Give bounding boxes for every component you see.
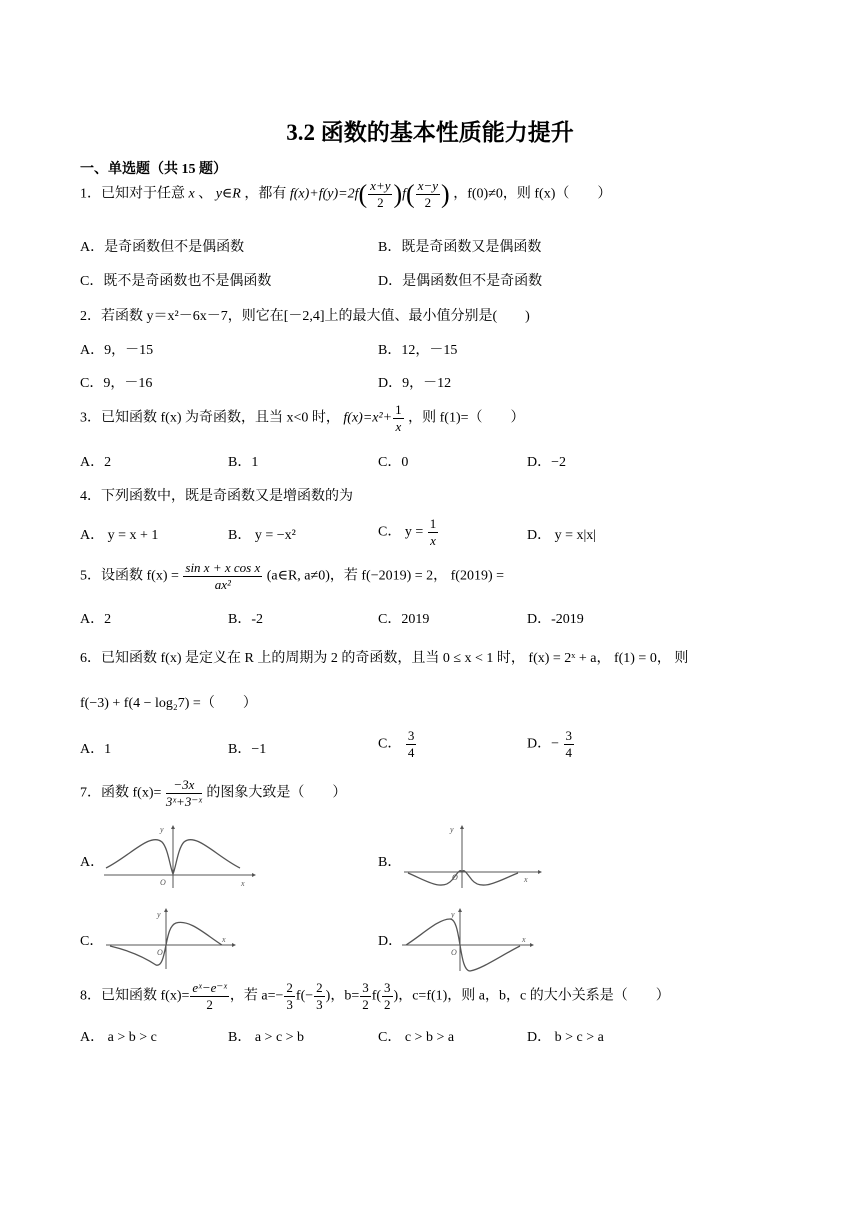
q1-domain: y∈R xyxy=(215,186,241,202)
q7-a-origin-label: O xyxy=(160,878,166,887)
q5-option-a[interactable]: A．2 xyxy=(80,612,112,627)
q7-b-origin-label: O xyxy=(452,873,458,882)
q4-c-numerator: 1 xyxy=(429,516,437,531)
q8-lead: 8．已知函数 f(x)= xyxy=(80,988,190,1004)
q1-option-b[interactable]: B．既是奇函数又是偶函数 xyxy=(378,240,542,255)
q6-c-fraction xyxy=(406,728,417,761)
q6-option-b[interactable]: B．−1 xyxy=(228,742,267,757)
q1-text: ，都有 xyxy=(244,186,287,202)
q1-frac1-numerator: x+y xyxy=(370,178,391,193)
q6-d-lead: D．− xyxy=(527,736,560,752)
q7-graph-d[interactable] xyxy=(398,905,538,973)
q3-option-d[interactable]: D．−2 xyxy=(527,455,567,470)
q7-frac-denominator: 3ˣ+3⁻ˣ xyxy=(165,794,202,809)
q1-option-c[interactable]: C．既不是奇函数也不是偶函数 xyxy=(80,274,272,289)
q5-lead: 5．设函数 f(x) = xyxy=(80,568,179,584)
q8-a-numerator: 2 xyxy=(286,980,293,995)
q6-d-fraction xyxy=(564,728,575,761)
q7-graph-b[interactable] xyxy=(400,822,545,890)
q6-c-lead: C． xyxy=(378,736,402,752)
q8-a2-denominator: 3 xyxy=(316,997,323,1012)
q8-option-d[interactable]: D． b > c > a xyxy=(527,1030,604,1045)
q7-c-y-label: y xyxy=(157,910,161,919)
q3-expr: f(x)=x²+ xyxy=(343,410,393,426)
q6-d-numerator: 3 xyxy=(565,728,573,743)
q8-b-denominator: 2 xyxy=(362,997,369,1012)
q3-frac-denominator: x xyxy=(395,419,402,434)
question-4-stem: 4．下列函数中，既是奇函数又是增函数的为 xyxy=(80,489,353,504)
q8-fraction-b2 xyxy=(382,980,393,1013)
q6-d-denominator: 4 xyxy=(565,745,573,760)
q1-lead: 1．已知对于任意 xyxy=(80,186,185,202)
q8-b2-denominator: 2 xyxy=(384,997,391,1012)
question-6-line-1: 6．已知函数 f(x) 是定义在 R 上的周期为 2 的奇函数，且当 0 ≤ x < 1 时， f(x) = 2ˣ + a， f(1) = 0， 则 xyxy=(80,651,689,666)
q8-b-numerator: 3 xyxy=(362,980,369,995)
q8-tail: )，c=f(1)，则 a，b，c 的大小关系是（ ） xyxy=(393,988,670,1004)
q3-option-b[interactable]: B．1 xyxy=(228,455,259,470)
q3-tail: ，则 f(1)=（ ） xyxy=(408,410,525,426)
q1-expr: f(x)+f(y)=2f xyxy=(289,186,359,202)
q8-fraction-f xyxy=(190,980,229,1013)
q4-option-c[interactable] xyxy=(378,516,439,549)
q1-option-d[interactable]: D．是偶函数但不是奇函数 xyxy=(378,274,543,289)
q8-a-func: f(− xyxy=(295,988,314,1004)
q8-option-b[interactable]: B． a > c > b xyxy=(228,1030,305,1045)
q7-d-origin-label: O xyxy=(451,948,457,957)
q8-a-denominator: 3 xyxy=(286,997,293,1012)
q8-option-c[interactable]: C． c > b > a xyxy=(378,1030,455,1045)
q7-c-origin-label: O xyxy=(157,948,163,957)
q3-fraction xyxy=(393,402,404,435)
q7-graph-a[interactable] xyxy=(100,822,260,890)
q2-option-d[interactable]: D．9，－12 xyxy=(378,376,452,391)
q7-fraction xyxy=(166,777,202,810)
q4-option-d[interactable]: D． y = x|x| xyxy=(527,528,597,543)
q8-fraction-a xyxy=(284,980,295,1013)
question-6-line-2: f(−3) + f(4 − log₂7) =（ ） xyxy=(80,696,257,711)
q6-c-numerator: 3 xyxy=(407,728,415,743)
q3-option-a[interactable]: A．2 xyxy=(80,455,112,470)
q8-b-lead: )，b= xyxy=(325,988,360,1004)
q6-c-denominator: 4 xyxy=(407,745,415,760)
q8-option-a[interactable]: A． a > b > c xyxy=(80,1030,157,1045)
q4-c-fraction xyxy=(428,516,439,549)
q5-frac-denominator: ax² xyxy=(214,577,231,592)
q7-d-y-label: y xyxy=(451,910,455,919)
q3-frac-numerator: 1 xyxy=(395,402,402,417)
q8-a2-numerator: 2 xyxy=(316,980,323,995)
q8-f-numerator: eˣ−e⁻ˣ xyxy=(192,980,227,995)
question-8-stem xyxy=(80,980,670,1013)
q1-sep: 、 xyxy=(198,186,213,202)
q8-b-func: f( xyxy=(371,988,382,1004)
q1-var-x: x xyxy=(188,186,195,202)
question-1-stem: 1．已知对于任意 x 、 y∈R ，都有 f(x)+f(y)=2f( $\frac{x+y}{2}$ )f( $\frac{x-y}{2}$ ) ，f(0)≠0，则 f(x)（ ） xyxy=(80,178,612,210)
q2-option-a[interactable]: A．9，－15 xyxy=(80,343,154,358)
q7-graph-c[interactable] xyxy=(102,905,240,971)
q2-option-b[interactable]: B．12，－15 xyxy=(378,343,458,358)
q1-frac1-denominator: 2 xyxy=(377,195,384,210)
q8-a-lead: ，若 a=− xyxy=(229,988,284,1004)
q5-fraction xyxy=(183,560,262,593)
q8-fraction-a2 xyxy=(314,980,325,1013)
q5-option-d[interactable]: D．-2019 xyxy=(527,612,584,627)
q1-fraction-2 xyxy=(416,178,440,211)
question-5-stem xyxy=(80,560,504,593)
q7-option-c[interactable]: C． xyxy=(80,934,104,949)
q7-c-x-label: x xyxy=(222,935,226,944)
q7-option-d[interactable]: D． xyxy=(378,934,403,949)
q1-fraction-1 xyxy=(368,178,392,211)
q1-frac2-numerator: x−y xyxy=(417,178,439,193)
q6-option-c[interactable] xyxy=(378,728,417,761)
page-title: 3.2 函数的基本性质能力提升 xyxy=(286,120,574,145)
q1-option-a[interactable]: A．是奇函数但不是偶函数 xyxy=(80,240,245,255)
q7-option-a[interactable]: A． xyxy=(80,855,105,870)
q7-d-x-label: x xyxy=(522,935,526,944)
q1-condition: ，f(0)≠0，则 f(x)（ ） xyxy=(453,186,612,202)
q8-fraction-b xyxy=(360,980,371,1013)
q4-option-b[interactable]: B． y = −x² xyxy=(228,528,296,543)
q1-f2: f xyxy=(402,186,407,202)
q6-option-a[interactable]: A．1 xyxy=(80,742,112,757)
q4-c-denominator: x xyxy=(430,533,436,548)
q7-b-x-label: x xyxy=(524,875,528,884)
question-3-stem xyxy=(80,402,525,435)
q8-b2-numerator: 3 xyxy=(384,980,391,995)
q7-b-y-label: y xyxy=(450,825,454,834)
q5-option-b[interactable]: B．-2 xyxy=(228,612,263,627)
q2-option-c[interactable]: C．9，－16 xyxy=(80,376,153,391)
q7-lead: 7．函数 f(x)= xyxy=(80,785,162,801)
question-7-stem xyxy=(80,777,346,810)
q7-tail: 的图象大致是（ ） xyxy=(206,785,347,801)
q4-option-a[interactable]: A． y = x + 1 xyxy=(80,528,159,543)
q5-frac-numerator: sin x + x cos x xyxy=(185,560,261,575)
q4-c-lead: C． y = xyxy=(378,524,424,540)
q7-frac-numerator: −3x xyxy=(166,777,202,794)
q7-option-b[interactable]: B． xyxy=(378,855,402,870)
section-heading: 一、单选题（共 15 题） xyxy=(80,162,227,177)
q5-tail: (a∈R, a≠0)，若 f(−2019) = 2， f(2019) = xyxy=(266,568,505,584)
q7-a-x-label: x xyxy=(241,879,245,888)
q3-option-c[interactable]: C．0 xyxy=(378,455,409,470)
q8-f-denominator: 2 xyxy=(206,997,213,1012)
q6-option-d[interactable] xyxy=(527,728,575,761)
question-2-stem: 2．若函数 y＝x²－6x－7，则它在[－2,4]上的最大值、最小值分别是( ) xyxy=(80,309,530,324)
q3-lead: 3．已知函数 f(x) 为奇函数，且当 x<0 时， xyxy=(80,410,340,426)
q7-a-y-label: y xyxy=(160,825,164,834)
q5-option-c[interactable]: C．2019 xyxy=(378,612,430,627)
q1-frac2-denominator: 2 xyxy=(424,195,432,210)
